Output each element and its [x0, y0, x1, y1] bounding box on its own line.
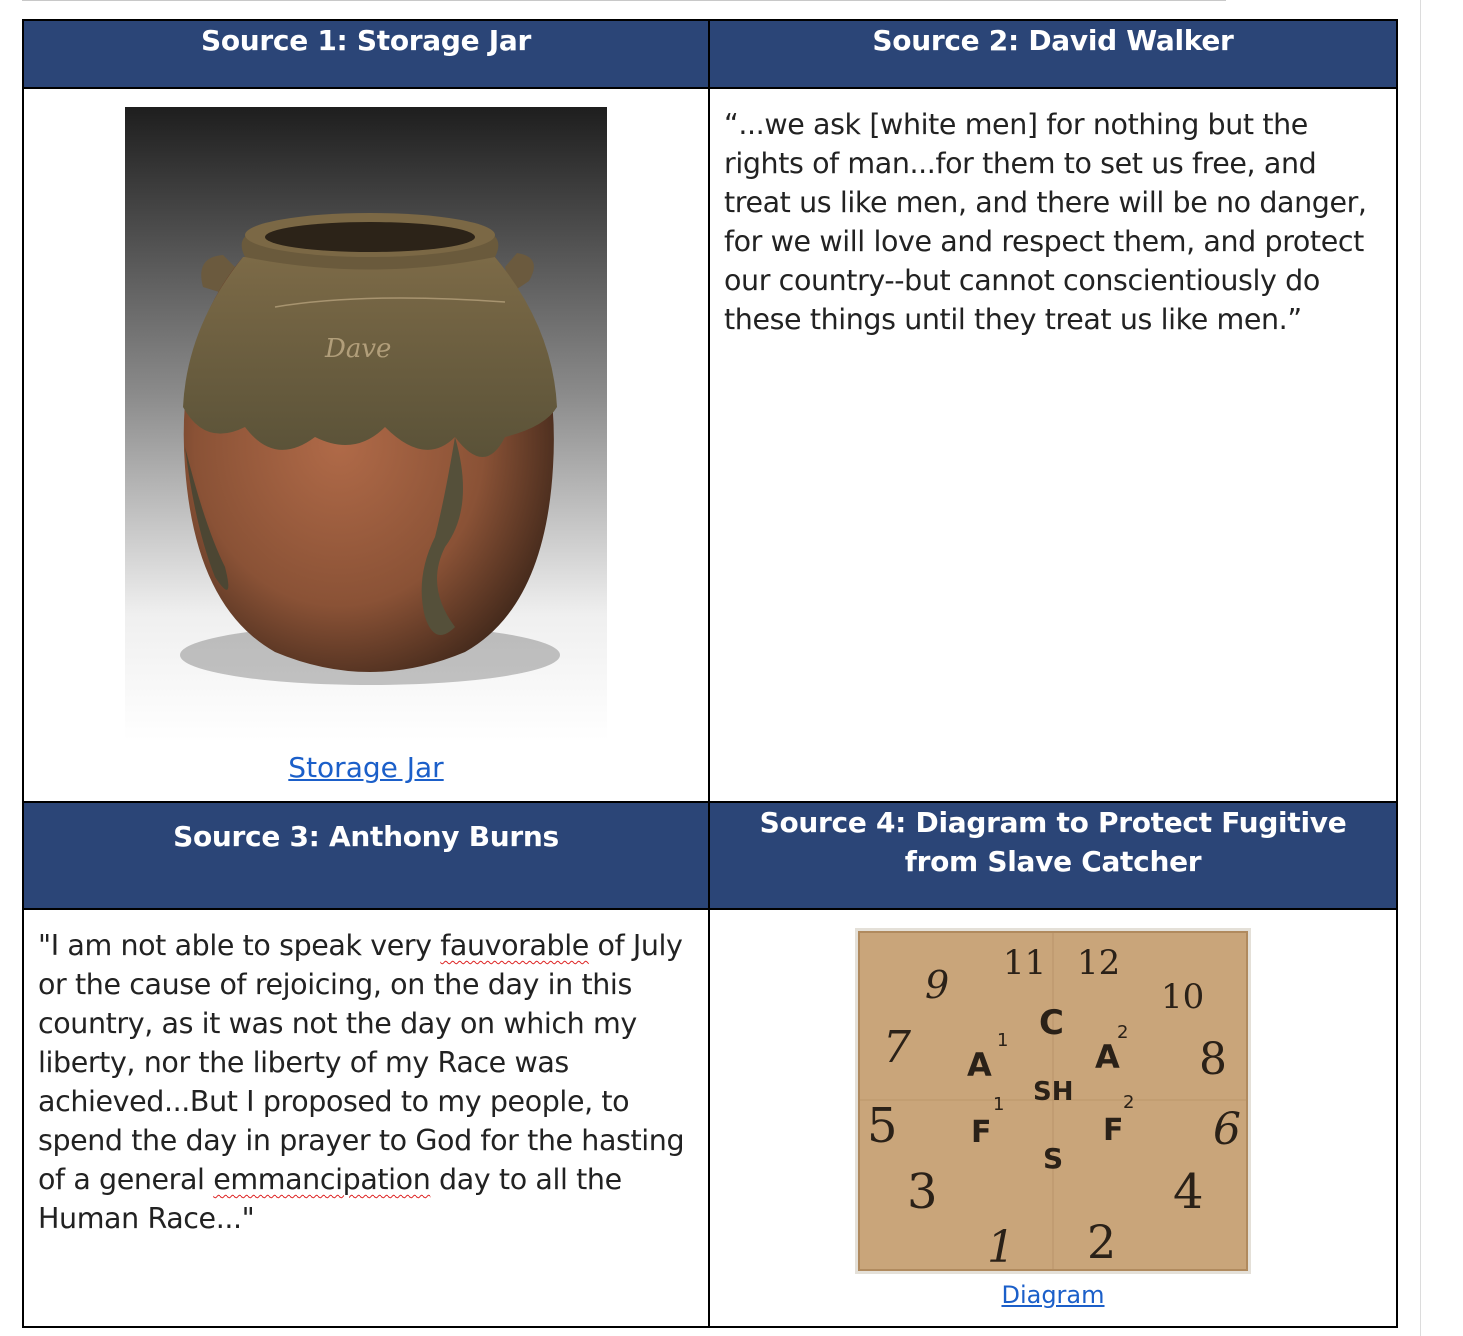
source-4-title-line-2: from Slave Catcher [904, 845, 1202, 878]
diagram-number-6: 6 [1213, 1104, 1241, 1155]
page-edge-divider [1420, 0, 1421, 1336]
source-2-title: Source 2: David Walker [872, 24, 1234, 57]
source-2-cell [709, 88, 1397, 802]
diagram-letter-c: C [1039, 1003, 1064, 1043]
diagram-number-9: 9 [925, 963, 950, 1007]
diagram-letter-f1: F [971, 1115, 992, 1150]
sources-table [22, 19, 1398, 1328]
diagram-number-3: 3 [907, 1164, 938, 1220]
burns-quote [24, 910, 708, 1238]
source-4-title-line-1: Source 4: Diagram to Protect Fugitive [759, 806, 1347, 839]
top-divider [22, 0, 1226, 1]
fugitive-diagram-image [855, 928, 1251, 1274]
diagram-letter-f2: F [1103, 1113, 1124, 1148]
storage-jar-image [125, 107, 607, 741]
burns-quote-part-1: "I am not able to speak very [38, 929, 441, 962]
source-1-title: Source 1: Storage Jar [200, 24, 531, 57]
diagram-letter-a1-sup: 1 [997, 1030, 1009, 1051]
diagram-number-5: 5 [867, 1098, 898, 1154]
source-3-header [23, 802, 709, 909]
source-1-cell [23, 88, 709, 802]
diagram-number-7: 7 [883, 1022, 911, 1073]
source-2-header [709, 20, 1397, 88]
diagram-letter-a1: A [967, 1046, 992, 1084]
source-4-cell [709, 909, 1397, 1327]
diagram-number-1: 1 [987, 1222, 1015, 1273]
burns-quote-part-2: of July or the cause of rejoicing, on the day in this country, as it was not the day on which my liberty, nor the liberty of my Race was achieved...But I proposed to my people, to spend the day in prayer to God for the hasting of a general [38, 929, 685, 1196]
storage-jar-link[interactable]: Storage Jar [288, 751, 444, 784]
source-1-header [23, 20, 709, 88]
burns-quote-part-3: day to all the Human Race..." [38, 1163, 622, 1235]
diagram-letter-f2-sup: 2 [1123, 1092, 1135, 1113]
diagram-number-12: 12 [1077, 943, 1121, 983]
diagram-letter-f1-sup: 1 [993, 1094, 1005, 1115]
spelling-error-emmancipation: emmancipation [213, 1163, 431, 1196]
diagram-number-2: 2 [1087, 1215, 1117, 1269]
diagram-letter-s: S [1043, 1142, 1064, 1175]
diagram-number-4: 4 [1173, 1164, 1204, 1220]
diagram-number-11: 11 [1003, 943, 1047, 983]
diagram-number-8: 8 [1199, 1034, 1227, 1085]
diagram-number-10: 10 [1161, 977, 1205, 1017]
source-3-cell [23, 909, 709, 1327]
source-4-header [709, 802, 1397, 909]
diagram-letter-a2-sup: 2 [1117, 1022, 1129, 1043]
walker-quote: “...we ask [white men] for nothing but the rights of man...for them to set us free, and treat us like men, and there will be no danger, for we will love and respect them, and protect our country--but cannot conscientiously do these things until they treat us like men.” [724, 108, 1367, 336]
jar-inscription: Dave [325, 334, 392, 364]
source-3-title: Source 3: Anthony Burns [173, 820, 559, 853]
spelling-error-fauvorable: fauvorable [440, 929, 589, 962]
diagram-letter-a2: A [1095, 1038, 1120, 1076]
diagram-link[interactable]: Diagram [1001, 1281, 1105, 1309]
diagram-letter-sh: SH [1033, 1077, 1074, 1107]
